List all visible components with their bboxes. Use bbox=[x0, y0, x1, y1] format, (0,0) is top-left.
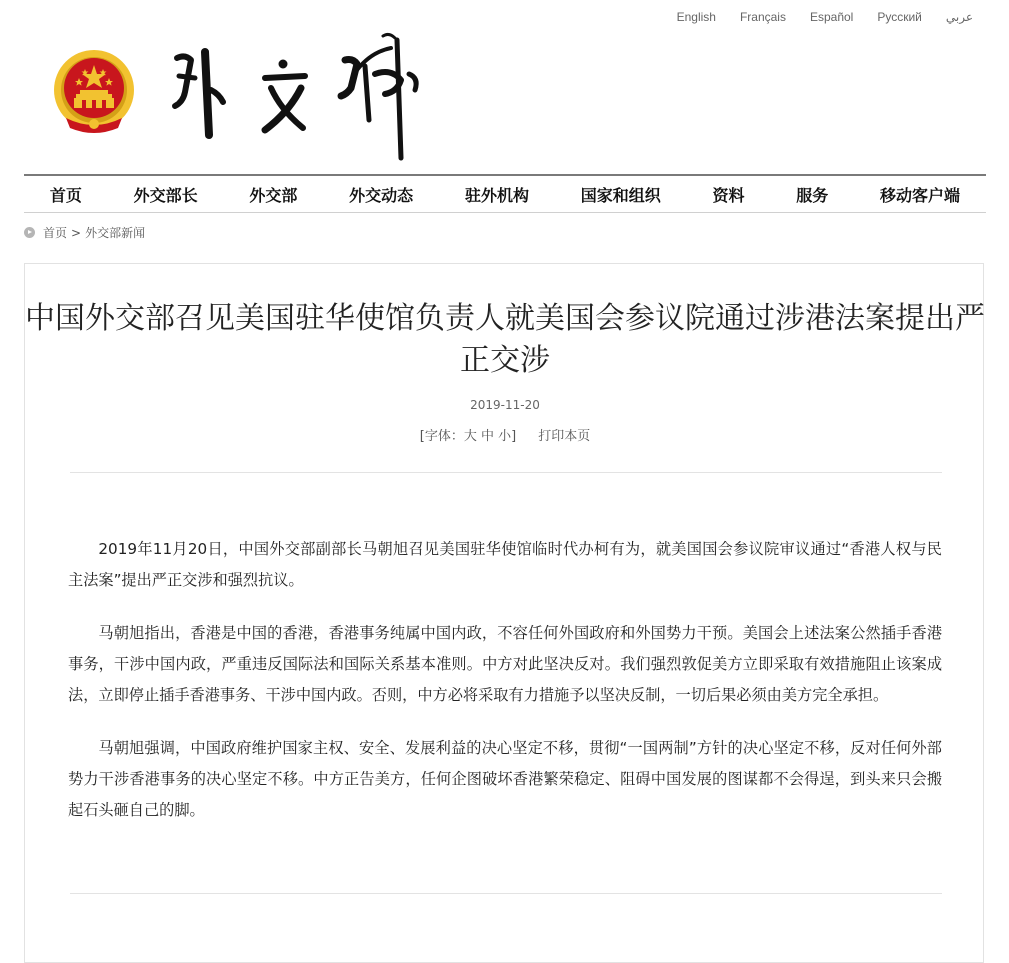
breadcrumb-home-link[interactable]: 首页 bbox=[43, 226, 68, 240]
lang-arabic-link[interactable]: عربي bbox=[945, 10, 973, 24]
nav-item-home[interactable]: 首页 bbox=[49, 185, 82, 205]
nav-item-resources[interactable]: 资料 bbox=[712, 185, 745, 205]
article-paragraph: 马朝旭强调，中国政府维护国家主权、安全、发展利益的决心坚定不移，贯彻“一国两制”方针的决心坚定不移，反对任何外部势力干涉香港事务的决心坚定不移。中方正告美方，任何企图破坏香港繁荣稳定、阻碍中国发展的图谋都不会得逞，到头来只会搬起石头砸自己的脚。 bbox=[68, 739, 942, 819]
article-footer-divider bbox=[70, 893, 942, 894]
main-nav bbox=[24, 176, 986, 212]
font-size-suffix: ] bbox=[511, 429, 517, 444]
lang-russian-link[interactable]: Русский bbox=[877, 10, 922, 24]
nav-divider bbox=[24, 212, 986, 213]
national-emblem-icon[interactable] bbox=[52, 48, 136, 138]
nav-item-missions[interactable]: 驻外机构 bbox=[464, 185, 529, 205]
nav-item-services[interactable]: 服务 bbox=[796, 185, 829, 205]
nav-item-ministry[interactable]: 外交部 bbox=[249, 185, 298, 205]
font-size-prefix: [字体： bbox=[419, 429, 464, 444]
print-page-link[interactable]: 打印本页 bbox=[538, 429, 591, 444]
lang-spanish-link[interactable]: Español bbox=[809, 10, 854, 24]
article-date: 2019-11-20 bbox=[470, 398, 540, 412]
article-tools bbox=[24, 425, 986, 444]
font-size-large-link[interactable]: 大 bbox=[463, 429, 477, 444]
breadcrumb bbox=[24, 224, 145, 241]
article-title: 中国外交部召见美国驻华使馆负责人就美国会参议院通过涉港法案提出严正交涉 bbox=[25, 301, 985, 378]
article-paragraph: 2019年11月20日，中国外交部副部长马朝旭召见美国驻华使馆临时代办柯有为，就美国国会参议院审议通过“香港人权与民主法案”提出严正交涉和强烈抗议。 bbox=[68, 540, 942, 589]
breadcrumb-section-link[interactable]: 外交部新闻 bbox=[85, 226, 146, 240]
nav-item-mobile[interactable]: 移动客户端 bbox=[880, 185, 961, 205]
lang-english-link[interactable]: English bbox=[676, 10, 716, 24]
nav-item-news[interactable]: 外交动态 bbox=[349, 185, 414, 205]
font-size-medium-link[interactable]: 中 bbox=[480, 429, 494, 444]
language-bar bbox=[653, 10, 973, 24]
font-size-small-link[interactable]: 小 bbox=[498, 429, 512, 444]
ministry-calligraphy-logo[interactable] bbox=[165, 30, 430, 165]
article-paragraph: 马朝旭指出，香港是中国的香港，香港事务纯属中国内政，不容任何外国政府和外国势力干预。美国会上述法案公然插手香港事务，干涉中国内政，严重违反国际法和国际关系基本准则。中方对此坚决反对。我们强烈敦促美方立即采取有效措施阻止该案成法，立即停止插手香港事务、干涉中国内政。否则，中方必将采取有力措施予以坚决反制，一切后果必须由美方完全承担。 bbox=[68, 624, 942, 704]
article-header-divider bbox=[70, 472, 942, 473]
nav-item-countries[interactable]: 国家和组织 bbox=[580, 185, 661, 205]
breadcrumb-arrow-icon bbox=[24, 227, 35, 238]
breadcrumb-separator: > bbox=[71, 225, 82, 240]
article-body bbox=[68, 534, 942, 848]
nav-item-minister[interactable]: 外交部长 bbox=[133, 185, 198, 205]
lang-french-link[interactable]: Français bbox=[739, 10, 786, 24]
